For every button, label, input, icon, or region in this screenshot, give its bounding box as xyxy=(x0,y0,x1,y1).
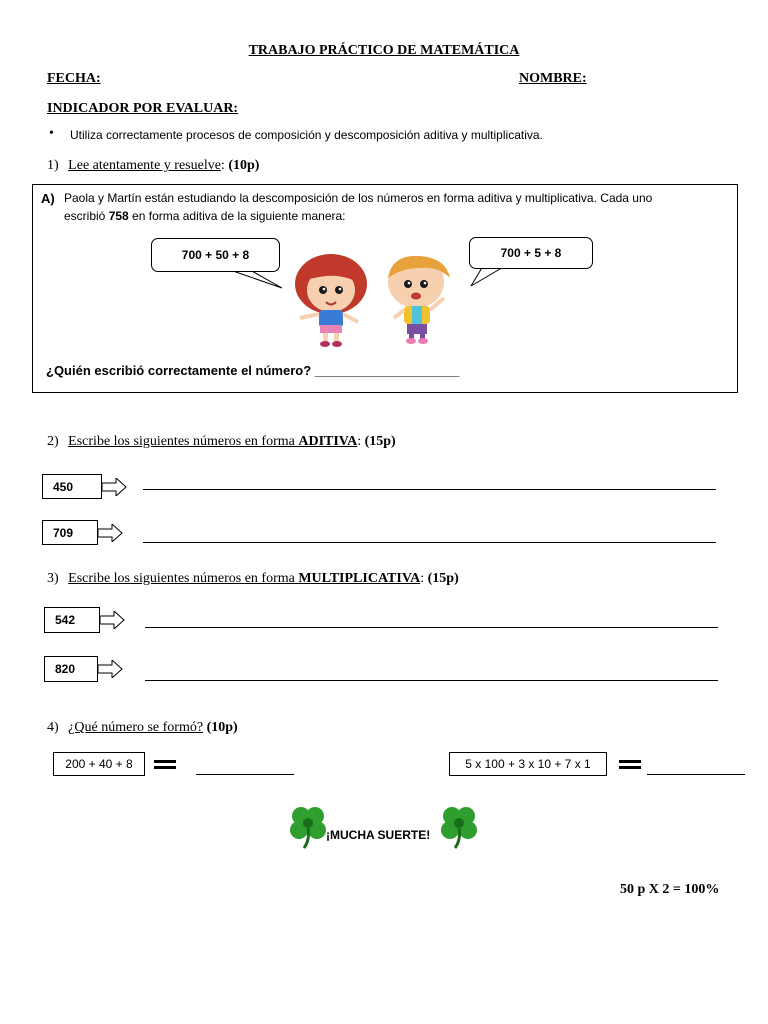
q1-paragraph-post: en forma aditiva de la siguiente manera: xyxy=(128,209,346,223)
equals-icon xyxy=(154,758,178,772)
q4-number: 4) xyxy=(47,720,59,735)
speech-bubble-left: 700 + 50 + 8 xyxy=(151,238,280,272)
clover-icon xyxy=(439,804,479,850)
q2-points: (15p) xyxy=(364,434,396,449)
q3-item-542: 542 xyxy=(44,607,100,633)
q3-text xyxy=(68,571,420,586)
q1-number: 1) xyxy=(47,158,59,173)
equals-icon xyxy=(619,758,643,772)
q4-answer-line-left[interactable] xyxy=(196,774,294,775)
q3-answer-line-1[interactable] xyxy=(145,627,718,628)
bullet-dot: • xyxy=(49,126,54,141)
q3-heading: 3) Escribe los siguientes números en forma MULTIPLICATIVA: (15p) xyxy=(47,571,459,586)
q1-paragraph-line2 xyxy=(64,209,346,223)
q3-points: (15p) xyxy=(427,571,459,586)
q4-left-expression: 200 + 40 + 8 xyxy=(53,752,145,776)
q1-box-letter: A) xyxy=(41,191,55,206)
q4-points: (10p) xyxy=(206,720,238,735)
q1-text: Lee atentamente y resuelve xyxy=(68,158,221,173)
q3-answer-line-2[interactable] xyxy=(145,680,718,681)
q1-paragraph-number: 758 xyxy=(108,209,129,223)
q1-paragraph-line1: Paola y Martín están estudiando la descomposición de los números en forma aditiva y multiplicativa. Cada uno xyxy=(64,191,653,205)
indicador-label: INDICADOR POR EVALUAR: xyxy=(47,101,239,116)
q2-answer-line-1[interactable] xyxy=(143,489,716,490)
q2-number: 2) xyxy=(47,434,59,449)
q1-heading: 1) Lee atentamente y resuelve: (10p) xyxy=(47,158,260,173)
q2-item-709: 709 xyxy=(42,520,98,545)
q1-points: (10p) xyxy=(228,158,260,173)
q2-text-bold: ADITIVA xyxy=(298,434,358,449)
speech-bubble-right: 700 + 5 + 8 xyxy=(469,237,593,269)
q4-answer-line-right[interactable] xyxy=(647,774,745,775)
arrow-icon xyxy=(98,524,124,542)
q4-right-expression: 5 x 100 + 3 x 10 + 7 x 1 xyxy=(449,752,607,776)
q2-answer-line-2[interactable] xyxy=(143,542,716,543)
nombre-label: NOMBRE: xyxy=(519,71,587,86)
q2-text xyxy=(68,434,357,449)
indicador-bullet-text: Utiliza correctamente procesos de composición y descomposición aditiva y multiplicativa. xyxy=(70,128,543,142)
q3-item-820: 820 xyxy=(44,656,98,682)
page-title: TRABAJO PRÁCTICO DE MATEMÁTICA xyxy=(248,43,520,58)
q4-heading xyxy=(47,720,238,736)
fecha-label: FECHA: xyxy=(47,71,101,86)
girl-illustration xyxy=(286,252,376,348)
q2-text-pre: Escribe los siguientes números en forma xyxy=(68,434,299,449)
arrow-icon xyxy=(100,611,126,629)
clover-icon xyxy=(288,804,328,850)
q3-text-bold: MULTIPLICATIVA xyxy=(298,571,421,586)
q3-number: 3) xyxy=(47,571,59,586)
q3-text-pre: Escribe los siguientes números en forma xyxy=(68,571,299,586)
arrow-icon xyxy=(102,478,128,496)
score-text: 50 p X 2 = 100% xyxy=(620,882,720,897)
q1-paragraph-pre: escribió xyxy=(64,209,109,223)
boy-illustration xyxy=(376,248,460,346)
arrow-icon xyxy=(98,660,124,678)
q4-text: ¿Qué número se formó? xyxy=(68,720,204,735)
good-luck-text: ¡MUCHA SUERTE! xyxy=(326,828,431,842)
q2-heading: 2) Escribe los siguientes números en forma ADITIVA: (15p) xyxy=(47,434,396,449)
q2-item-450: 450 xyxy=(42,474,102,499)
q1-question: ¿Quién escribió correctamente el número? ____________________ xyxy=(46,363,460,378)
